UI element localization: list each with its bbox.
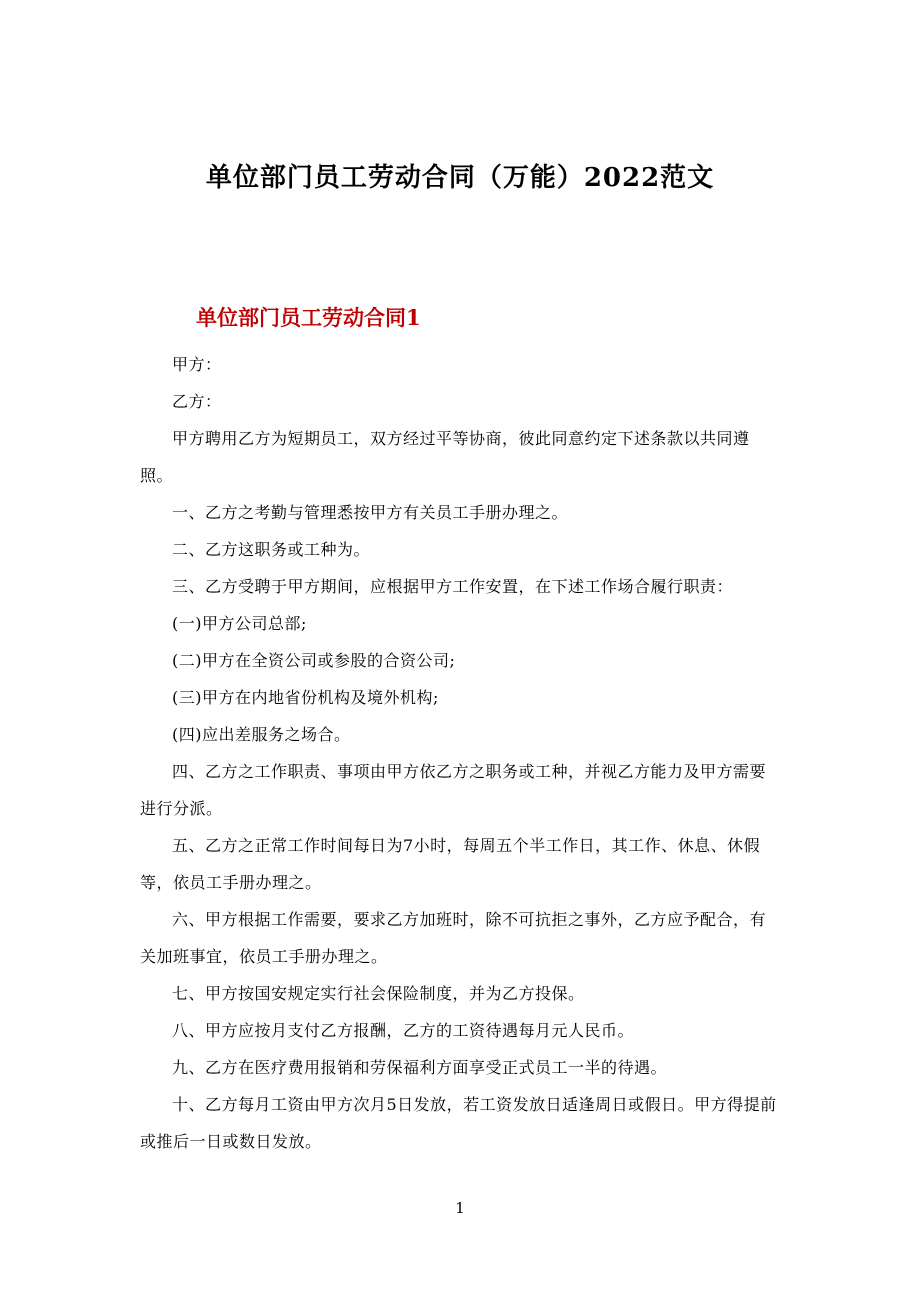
paragraph-clause-3-item-3: (三)甲方在内地省份机构及境外机构;: [172, 688, 439, 707]
contract-body: [140, 346, 780, 1160]
paragraph-party-a: 甲方：: [172, 355, 222, 374]
paragraph-clause-6: 六、甲方根据工作需要，要求乙方加班时，除不可抗拒之事外，乙方应予配合，有关加班事宜，依员工手册办理之。: [140, 910, 767, 966]
document-title: 单位部门员工劳动合同（万能）2022范文: [205, 163, 715, 193]
paragraph-clause-7: 七、甲方按国安规定实行社会保险制度，并为乙方投保。: [172, 984, 585, 1003]
paragraph-clause-3-item-2: (二)甲方在全资公司或参股的合资公司;: [172, 651, 456, 670]
paragraph-clause-3-item-1: (一)甲方公司总部;: [172, 614, 307, 633]
section-heading: 单位部门员工劳动合同1: [196, 305, 421, 330]
paragraph-clause-4: 四、乙方之工作职责、事项由甲方依乙方之职务或工种，并视乙方能力及甲方需要进行分派。: [140, 762, 767, 818]
paragraph-intro: 甲方聘用乙方为短期员工，双方经过平等协商，彼此同意约定下述条款以共同遵照。: [140, 429, 750, 485]
paragraph-party-b: 乙方：: [172, 392, 222, 411]
paragraph-clause-8: 八、甲方应按月支付乙方报酬，乙方的工资待遇每月元人民币。: [172, 1021, 635, 1040]
paragraph-clause-3: 三、乙方受聘于甲方期间，应根据甲方工作安置，在下述工作场合履行职责：: [172, 577, 734, 596]
paragraph-clause-2: 二、乙方这职务或工种为。: [172, 540, 371, 559]
paragraph-clause-3-item-4: (四)应出差服务之场合。: [172, 725, 351, 744]
paragraph-clause-5: 五、乙方之正常工作时间每日为7小时，每周五个半工作日，其工作、休息、休假等，依员工手册办理之。: [140, 836, 761, 892]
paragraph-clause-10: 十、乙方每月工资由甲方次月5日发放，若工资发放日适逢周日或假日。甲方得提前或推后一日或数日发放。: [140, 1095, 777, 1151]
paragraph-clause-1: 一、乙方之考勤与管理悉按甲方有关员工手册办理之。: [172, 503, 569, 522]
page-number: 1: [455, 1199, 465, 1217]
paragraph-clause-9: 九、乙方在医疗费用报销和劳保福利方面享受正式员工一半的待遇。: [172, 1058, 668, 1077]
